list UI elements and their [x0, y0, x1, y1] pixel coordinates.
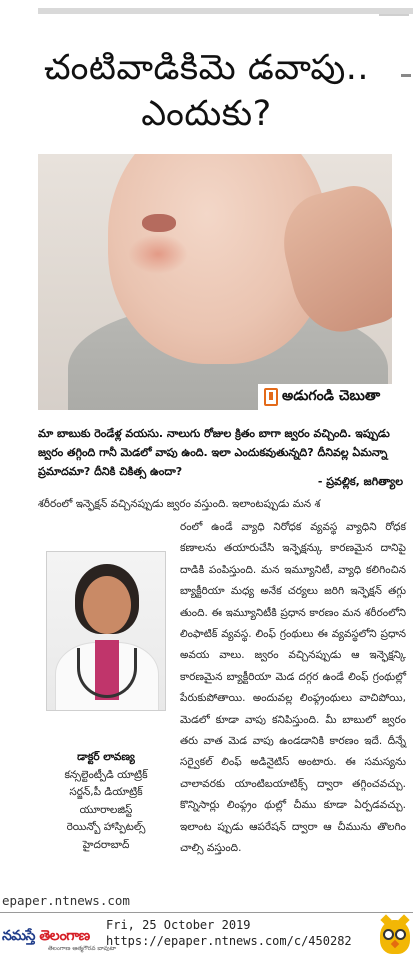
owl-ear-right	[398, 914, 409, 925]
column-tag-label: అడుగండి చెబుతా	[282, 387, 381, 404]
doctor-face	[83, 576, 131, 634]
photo-cheek	[128, 234, 188, 274]
answer-body: రంలో ఉండే వ్యాధి నిరోధక వ్యవస్థ వ్యాధిని రోధక కణాలను తయారుచేసి ఇన్ఫెక్షన్కు కారణమైన దానిపై దాడికి పంపిస్తుంది. మన ఇమ్యూనిటీ, వ్యాధి కలిగించిన బ్యాక్టీరియా మధ్య అనేక చర్యలు జరిగి ఇన్ఫెక్షన్ తగ్గు తుంది. ఈ ఇమ్యూనిటీకి ప్రధాన కారణం మన శరీరంలోని లింఫాటిక్ వ్యవస్థ. లింఫ్ గ్రంథులు ఈ వ్యవస్థలోని ప్రధాన అవయ వాలు. జ్వరం వచ్చినప్పుడు ఆ ఇన్ఫెక్షన్కి కారణమైన బ్యాక్టీరియా మెడ దగ్గర ఉండే లింఫ్ గ్రంథుల్లో పేరుకుపోతాయి. అందువల్ల లింఫ్గ్రంథులు వాచిపోయి, మెడలో కూడా వాపు కనిపిస్తుంది. మీ బాబులో జ్వరం తరు వాత మెడ వాపు ఉండడానికి కారణం ఇదే. దీన్నే సర్వైకల్ లింఫ్ అడినైటిస్ అంటారు. ఈ సమస్యను చాలావరకు యాంటిబయాటిక్స్ ద్వారా తగ్గించవచ్చు. కొన్నిసార్లు లింఫ్గ్రం థుల్లో చీము కూడా ఏర్పడవచ్చు. ఇలాంట ప్పుడు ఆపరేషన్ ద్వారా ఆ చీమును తొలగిం చాల్సి వస్తుంది.	[180, 521, 406, 855]
owl-eye-right	[395, 929, 406, 940]
doctor-city: హైదరాబాద్	[82, 838, 130, 851]
child-photo	[38, 154, 392, 410]
doctor-name: డాక్టర్ లావణ్య	[77, 751, 135, 763]
column-tag-icon	[264, 388, 278, 406]
column-tag	[258, 384, 392, 410]
owl-beak	[391, 940, 399, 948]
footer-divider	[0, 912, 413, 913]
owl-eye-left	[383, 929, 394, 940]
photo-mouth	[142, 214, 176, 232]
logo-text: నమస్తే	[2, 928, 40, 944]
logo-accent: తెలంగాణ	[39, 928, 90, 944]
divider-dash	[379, 14, 409, 16]
doctor-title-2: సర్జన్,పీ డియాట్రిక్	[69, 786, 143, 798]
doctor-title-1: కన్సల్టెంట్పీడి యాట్రిక్	[64, 768, 148, 781]
owl-ear-left	[380, 914, 391, 925]
doctor-hospital: రెయిన్బో హాస్పిటల్స్	[66, 821, 146, 833]
question-byline: - ప్రవల్లిక, జగిత్యాల	[317, 475, 403, 488]
article-link[interactable]: https://epaper.ntnews.com/c/450282	[106, 934, 352, 948]
answer-lead: శరీరంలో ఇన్ఫెక్షన్ వచ్చినప్పుడు జ్వరం వస్తుంది. ఇలాంటప్పుడు మన శ	[38, 498, 321, 510]
headline-line-2: ఎందుకు?	[141, 94, 272, 134]
doctor-photo	[46, 551, 166, 711]
doctor-credentials	[20, 749, 192, 854]
reader-question: మా బాబుకు రెండేళ్ల వయసు. నాలుగు రోజుల క్రితం బాగా జ్వరం వచ్చింది. ఇప్పుడు జ్వరం తగ్గింది గానీ మెడలో వాపు ఉంది. ఇలా ఎందుకవుతున్నది? దీనివల్ల ఏమన్నా ప్రమాదమా? దీనికి చికిత్స ఉందా?	[38, 427, 390, 478]
top-rule	[38, 8, 413, 14]
doctor-title-3: యూరాలజిస్ట్	[79, 803, 133, 816]
owl-icon	[380, 920, 410, 954]
edition-date: Fri, 25 October 2019	[106, 918, 251, 932]
site-url: epaper.ntnews.com	[2, 893, 130, 908]
headline-line-1: చంటివాడికిమె డవాపు..	[43, 48, 370, 88]
margin-mark	[401, 74, 411, 77]
logo-tagline: తెలంగాణ ఆత్మగౌరవ బావుటా	[48, 945, 117, 952]
